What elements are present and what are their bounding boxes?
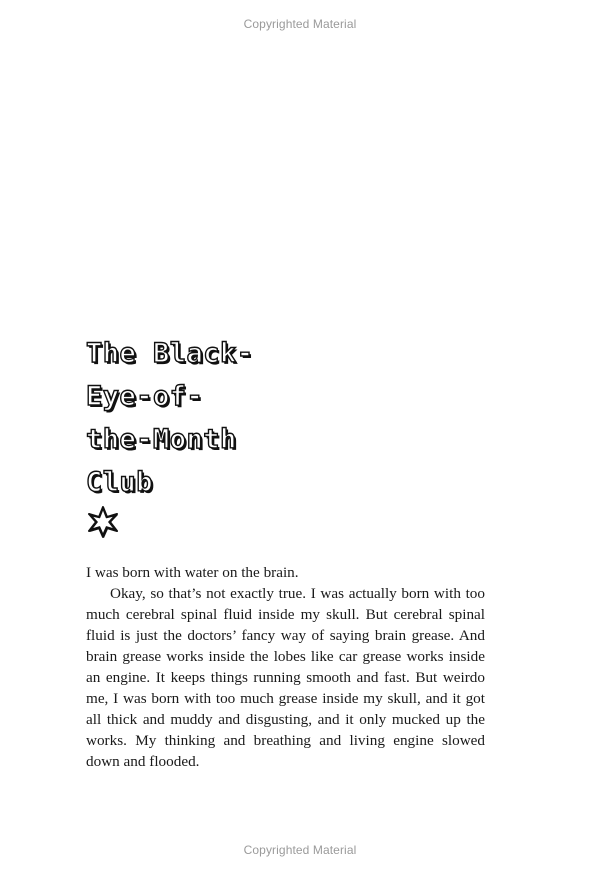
asterisk-star-icon xyxy=(86,505,120,539)
chapter-title-line: The Black- xyxy=(86,338,254,369)
body-paragraph: Okay, so that’s not exactly true. I was actually born with too much cerebral spinal fluid inside my skull. But cerebral spinal fluid is just the doctors’ fancy way of saying brain grease. And brain grease works inside the lobes like car grease works inside an engine. It keeps things running smooth and fast. But weirdo me, I was born with too much grease inside my skull, and it got all thick and muddy and disgusting, and it only mucked up the works. My thinking and breathing and living engine slowed down and flooded. xyxy=(86,585,485,770)
copyright-watermark-top: Copyrighted Material xyxy=(243,17,357,31)
body-paragraph: I was born with water on the brain. xyxy=(86,564,299,581)
chapter-title-line: Eye-of- xyxy=(86,381,204,412)
chapter-title-line: the-Month xyxy=(86,424,237,455)
body-text xyxy=(86,562,485,772)
chapter-title xyxy=(86,332,254,504)
copyright-watermark-bottom: Copyrighted Material xyxy=(243,843,357,857)
chapter-title-line: Club xyxy=(86,467,154,498)
